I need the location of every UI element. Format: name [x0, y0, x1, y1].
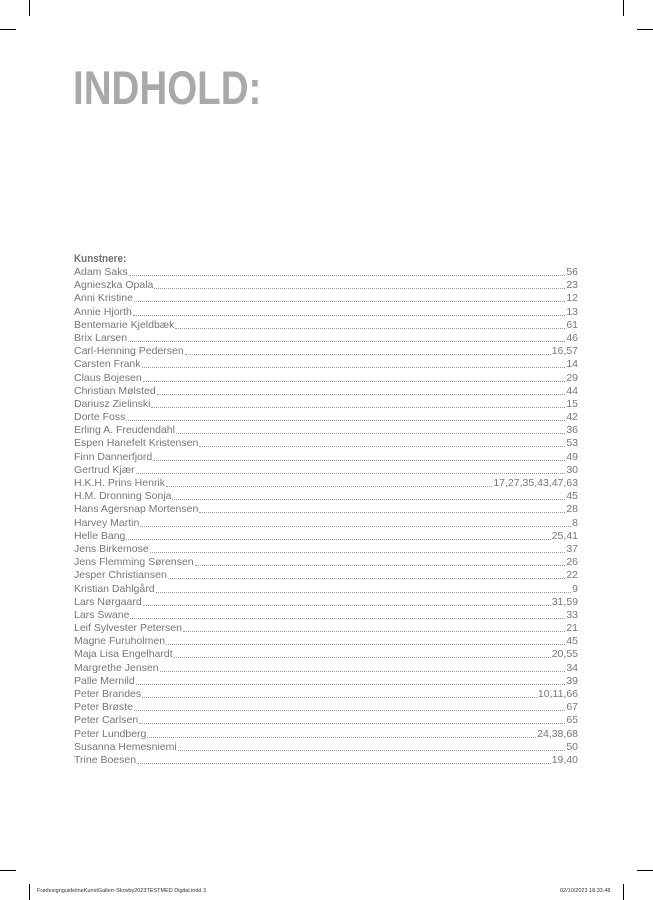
toc-entry — [74, 437, 578, 450]
toc-entry-pages: 42 — [566, 411, 578, 424]
toc-entry — [74, 569, 578, 582]
toc-entry — [74, 662, 578, 675]
toc-entry-name: Brix Larsen — [74, 331, 128, 344]
crop-mark-left-top — [0, 29, 16, 30]
toc-entry-name: H.K.H. Prins Henrik — [74, 477, 166, 489]
toc-entry-pages: 31,59 — [551, 595, 578, 608]
toc-entry-pages: 45 — [566, 635, 578, 648]
toc-entry — [74, 503, 578, 516]
toc-entry-pages: 9 — [572, 582, 578, 595]
toc-entry-name: Peter Brøste — [74, 701, 133, 714]
toc-entry-pages: 13 — [566, 305, 578, 318]
toc-entry-name: Adam Saks — [74, 266, 128, 278]
toc-leader-dots — [175, 319, 565, 329]
toc-entry-pages: 29 — [566, 371, 578, 384]
toc-entry — [74, 398, 578, 411]
toc-entry — [74, 530, 578, 543]
toc-entry-name: Dariusz Zielinski — [74, 397, 151, 410]
toc-entry-pages: 56 — [566, 266, 578, 278]
toc-leader-dots — [199, 503, 565, 513]
toc-entry-name: Hans Agersnap Mortensen — [74, 503, 199, 516]
toc-leader-dots — [172, 490, 565, 500]
toc-entry-name: Gertrud Kjær — [74, 463, 135, 476]
toc-entry-name: Trine Boesen — [74, 753, 137, 766]
toc-entry — [74, 319, 578, 332]
toc-entry-name: H.M. Dronning Sonja — [74, 490, 172, 503]
toc-entry — [74, 424, 578, 437]
toc-list — [74, 266, 578, 767]
toc-entry — [74, 451, 578, 464]
toc-entry — [74, 411, 578, 424]
toc-entry-pages: 24,38,68 — [537, 727, 578, 740]
toc-entry-name: Lars Swane — [74, 608, 130, 621]
toc-leader-dots — [166, 635, 565, 645]
toc-entry — [74, 332, 578, 345]
crop-mark-bottom-left — [29, 884, 30, 900]
toc-entry-name: Helle Bang — [74, 529, 126, 542]
toc-entry — [74, 635, 578, 648]
toc-entry-pages: 49 — [566, 450, 578, 463]
toc-entry-pages: 46 — [566, 331, 578, 344]
crop-mark-bottom-right — [623, 884, 624, 900]
toc-entry-pages: 44 — [566, 384, 578, 397]
toc-entry-name: Carl-Henning Pedersen — [74, 345, 184, 358]
toc-entry-name: Dorte Foss — [74, 411, 126, 424]
toc-entry — [74, 266, 578, 279]
toc-leader-dots — [176, 424, 565, 434]
toc-entry — [74, 583, 578, 596]
toc-entry-pages: 10,11,66 — [537, 688, 578, 700]
toc-entry-pages: 22 — [566, 569, 578, 582]
toc-entry-name: Margrethe Jensen — [74, 661, 159, 674]
crop-mark-top-left — [29, 0, 30, 16]
toc-leader-dots — [139, 714, 565, 724]
toc-leader-dots — [136, 675, 566, 685]
toc-entry-pages: 16,57 — [551, 345, 578, 358]
toc-leader-dots — [157, 385, 566, 395]
toc-entry-name: Susanna Hemesniemi — [74, 740, 177, 753]
toc-entry-pages: 28 — [566, 503, 578, 516]
toc-entry — [74, 517, 578, 530]
toc-entry-pages: 53 — [566, 437, 578, 450]
toc-leader-dots — [142, 358, 566, 368]
toc-entry-name: Jesper Christiansen — [74, 569, 167, 582]
toc-entry-pages: 14 — [566, 358, 578, 371]
toc-leader-dots — [153, 451, 565, 461]
toc-entry-pages: 25,41 — [551, 529, 578, 542]
toc-entry-name: Peter Brandes — [74, 688, 142, 700]
toc-entry — [74, 543, 578, 556]
toc-heading: Kunstnere: — [74, 253, 127, 265]
toc-entry-pages: 36 — [566, 424, 578, 437]
toc-entry — [74, 556, 578, 569]
toc-entry-pages: 67 — [566, 701, 578, 714]
toc-entry — [74, 306, 578, 319]
toc-leader-dots — [150, 543, 566, 553]
toc-entry-name: Agnieszka Opala — [74, 279, 154, 292]
crop-mark-right-bottom — [637, 870, 653, 871]
toc-entry-name: Claus Bojesen — [74, 371, 142, 384]
toc-leader-dots — [134, 292, 565, 302]
toc-entry — [74, 385, 578, 398]
toc-entry-pages: 34 — [566, 661, 578, 674]
toc-leader-dots — [134, 701, 565, 711]
toc-leader-dots — [137, 754, 551, 764]
toc-entry-name: Palle Mernild — [74, 674, 135, 687]
toc-entry-pages: 37 — [566, 542, 578, 555]
toc-entry-name: Finn Dannerfjord — [74, 450, 153, 463]
toc-leader-dots — [130, 609, 565, 619]
crop-mark-right-top — [637, 29, 653, 30]
toc-entry-name: Annie Hjorth — [74, 305, 132, 318]
toc-entry — [74, 358, 578, 371]
crop-mark-left-bottom — [0, 870, 16, 871]
toc-entry-name: Carsten Frank — [74, 358, 141, 371]
toc-entry — [74, 741, 578, 754]
toc-leader-dots — [166, 477, 492, 487]
page-title: INDHOLD: — [73, 61, 262, 114]
toc-entry-pages: 23 — [566, 279, 578, 292]
toc-entry-name: Espen Hanefelt Kristensen — [74, 437, 199, 450]
toc-entry-pages: 61 — [566, 318, 578, 331]
toc-entry-pages: 50 — [566, 740, 578, 753]
toc-entry-name: Maja Lisa Engelhardt — [74, 648, 173, 661]
toc-entry — [74, 292, 578, 305]
toc-entry-name: Jens Flemming Sørensen — [74, 556, 194, 569]
toc-entry-pages: 33 — [566, 608, 578, 621]
footer-timestamp: 02/10/2023 18.33.48 — [560, 888, 611, 894]
toc-leader-dots — [143, 372, 566, 382]
toc-entry — [74, 477, 578, 490]
toc-leader-dots — [195, 556, 566, 566]
toc-entry-pages: 19,40 — [551, 753, 578, 766]
toc-entry — [74, 490, 578, 503]
toc-entry-pages: 12 — [566, 292, 578, 305]
toc-leader-dots — [178, 741, 566, 751]
toc-leader-dots — [142, 688, 537, 698]
toc-leader-dots — [199, 437, 565, 447]
toc-entry — [74, 622, 578, 635]
toc-leader-dots — [183, 622, 565, 632]
toc-entry-pages: 8 — [572, 516, 578, 529]
toc-entry-name: Leif Sylvester Petersen — [74, 622, 182, 635]
toc-entry — [74, 464, 578, 477]
toc-entry — [74, 675, 578, 688]
toc-entry-name: Magne Furuholmen — [74, 635, 166, 648]
toc-entry-name: Erling A. Freudendahl — [74, 424, 175, 437]
toc-entry — [74, 688, 578, 701]
toc-leader-dots — [126, 530, 550, 540]
toc-entry — [74, 728, 578, 741]
toc-leader-dots — [154, 279, 565, 289]
toc-leader-dots — [128, 332, 565, 342]
toc-leader-dots — [174, 648, 551, 658]
crop-mark-top-right — [623, 0, 624, 16]
toc-entry-name: Lars Nørgaard — [74, 595, 142, 608]
table-of-contents — [74, 252, 578, 767]
toc-leader-dots — [168, 569, 566, 579]
toc-entry-pages: 20,55 — [551, 648, 578, 661]
toc-entry-pages: 26 — [566, 556, 578, 569]
toc-entry-pages: 65 — [566, 714, 578, 727]
toc-entry-name: Bentemarie Kjeldbæk — [74, 318, 175, 331]
toc-leader-dots — [129, 266, 566, 276]
toc-leader-dots — [136, 464, 566, 474]
toc-leader-dots — [151, 398, 565, 408]
toc-entry — [74, 714, 578, 727]
footer-file-info: FrødesignguidelineKunstGallerr-Skovby2023TESTMED Digital.indd 3 — [37, 888, 207, 894]
toc-entry-pages: 45 — [566, 490, 578, 503]
toc-entry-name: Peter Lundberg — [74, 727, 147, 740]
toc-leader-dots — [156, 583, 572, 593]
toc-entry — [74, 345, 578, 358]
toc-entry-name: Christian Mølsted — [74, 384, 156, 397]
toc-entry-name: Peter Carlsen — [74, 714, 139, 727]
toc-entry — [74, 372, 578, 385]
toc-leader-dots — [147, 728, 536, 738]
toc-entry-name: Jens Birkemose — [74, 542, 149, 555]
toc-entry-name: Harvey Martin — [74, 516, 140, 529]
toc-leader-dots — [133, 306, 566, 316]
toc-entry-name: Kristian Dahlgård — [74, 582, 155, 595]
toc-leader-dots — [185, 345, 551, 355]
toc-leader-dots — [140, 517, 571, 527]
toc-leader-dots — [160, 662, 566, 672]
toc-entry-pages: 21 — [566, 622, 578, 635]
toc-leader-dots — [126, 411, 565, 421]
toc-entry-pages: 17,27,35,43,47,63 — [493, 477, 578, 489]
toc-entry — [74, 279, 578, 292]
toc-entry — [74, 754, 578, 767]
toc-entry — [74, 596, 578, 609]
toc-entry-name: Anni Kristine — [74, 292, 133, 305]
toc-entry-pages: 30 — [566, 463, 578, 476]
toc-leader-dots — [143, 596, 551, 606]
toc-entry-pages: 15 — [566, 397, 578, 410]
toc-entry — [74, 701, 578, 714]
toc-entry — [74, 609, 578, 622]
toc-entry — [74, 648, 578, 661]
toc-entry-pages: 39 — [566, 674, 578, 687]
